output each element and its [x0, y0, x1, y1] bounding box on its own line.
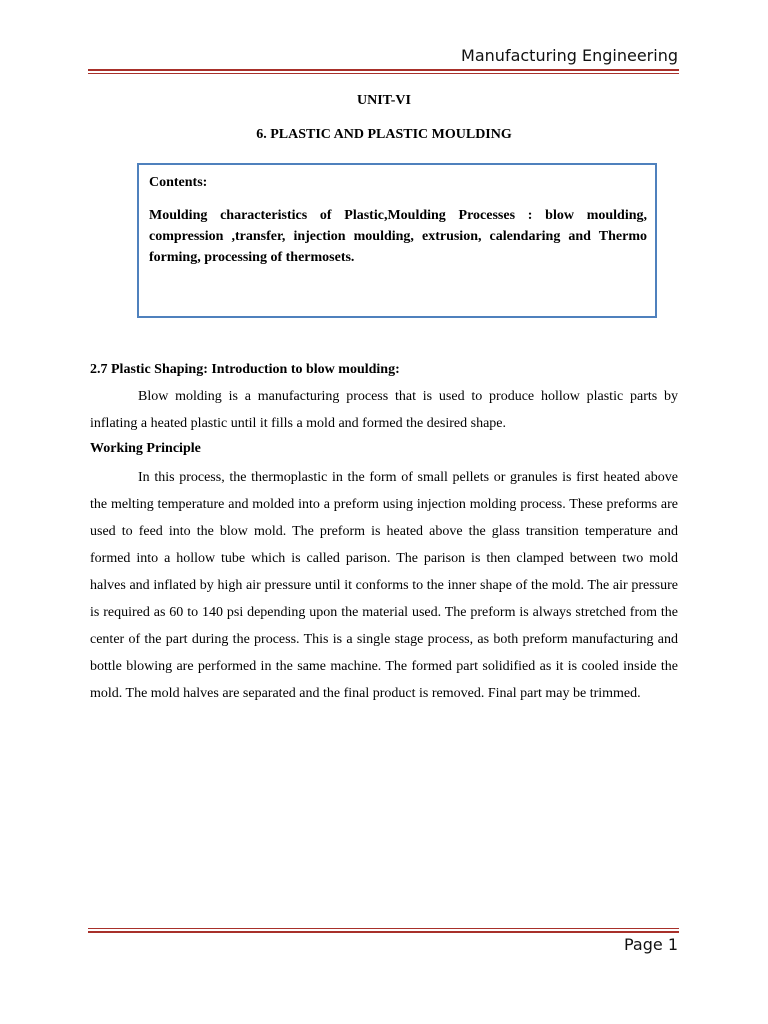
header-rule-thick: [88, 69, 679, 71]
intro-paragraph: Blow molding is a manufacturing process that is used to produce hollow plastic parts by inflating a heated plastic until it fills a mold and formed the desired shape.: [90, 389, 678, 431]
contents-box: [137, 163, 657, 318]
section-heading: 2.7 Plastic Shaping: Introduction to blow moulding:: [90, 362, 400, 377]
contents-heading: Contents:: [149, 175, 208, 190]
header-title: Manufacturing Engineering: [461, 46, 678, 65]
working-principle-heading: Working Principle: [90, 441, 201, 456]
footer-rule-thin: [88, 928, 679, 929]
footer-rule-thick: [88, 931, 679, 933]
chapter-title: 6. PLASTIC AND PLASTIC MOULDING: [256, 127, 512, 142]
contents-body: Moulding characteristics of Plastic,Moulding Processes : blow moulding, compression ,transfer, injection moulding, extrusion, calendaring and Thermo forming, processing of thermosets.: [149, 208, 647, 265]
working-principle-paragraph: In this process, the thermoplastic in the form of small pellets or granules is first heated above the melting temperature and molded into a preform using injection molding process. These preforms are used to feed into the blow mold. The preform is heated above the glass transition temperature and formed into a hollow tube which is called parison. The parison is then clamped between two mold halves and inflated by high air pressure until it conforms to the inner shape of the mold. The air pressure is required as 60 to 140 psi depending upon the material used. The preform is always stretched from the center of the part during the process. This is a single stage process, as both preform manufacturing and bottle blowing are performed in the same machine. The formed part solidified as it is cooled inside the mold. The mold halves are separated and the final product is removed. Final part may be trimmed.: [90, 470, 678, 701]
header-rule-thin: [88, 73, 679, 74]
page-number: Page 1: [624, 935, 678, 954]
unit-title: UNIT-VI: [357, 93, 411, 108]
